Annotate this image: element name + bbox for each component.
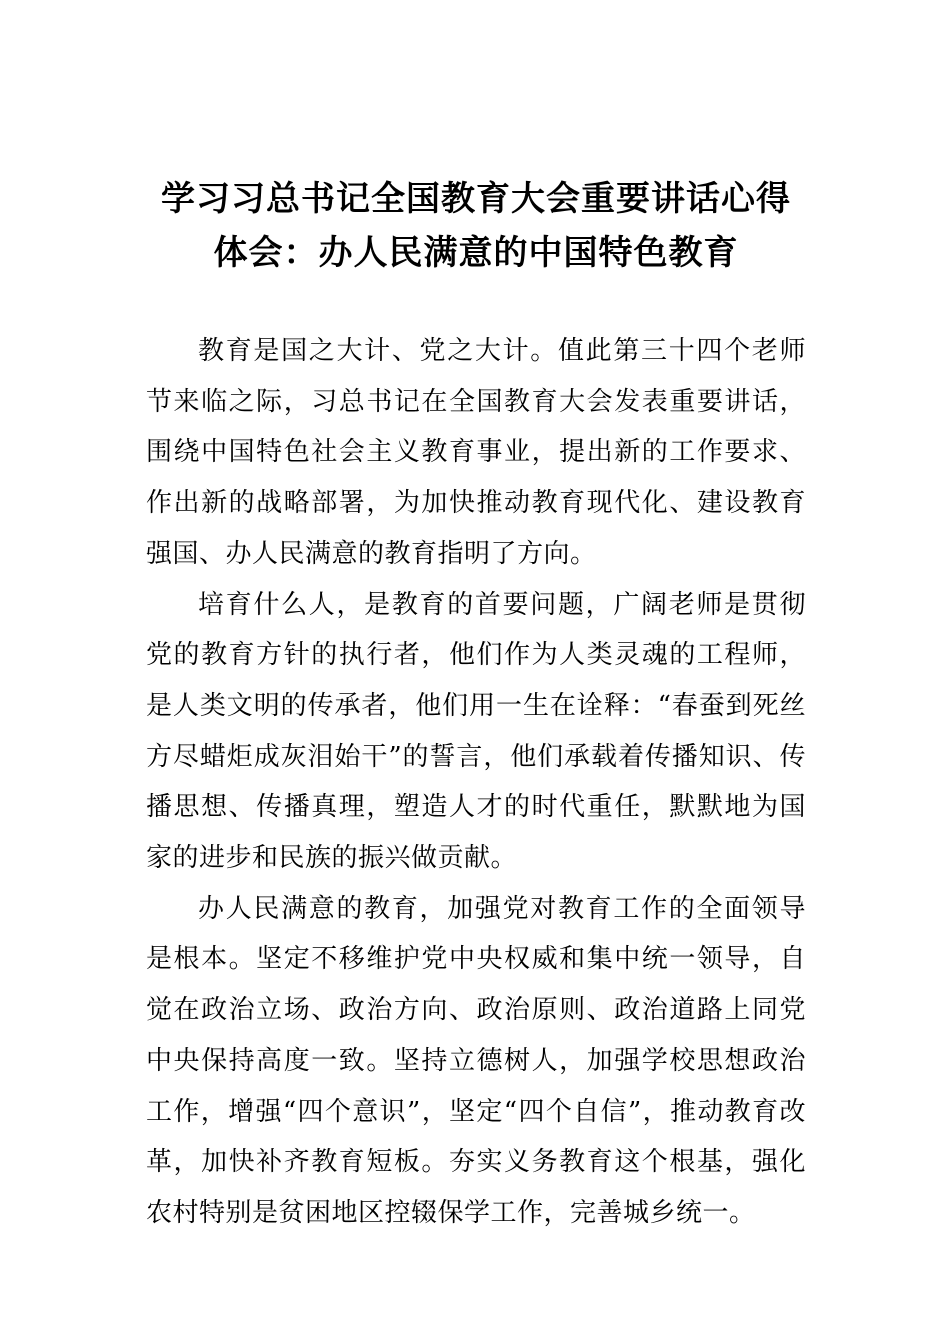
paragraph-3: 办人民满意的教育，加强党对教育工作的全面领导是根本。坚定不移维护党中央权威和集中统一领导，自觉在政治立场、政治方向、政治原则、政治道路上同党中央保持高度一致。坚持立德树人，加强学校思想政治工作，增强“四个意识”，坚定“四个自信”，推动教育改革，加快补齐教育短板。夯实义务教育这个根基，强化农村特别是贫困地区控辍保学工作，完善城乡统一。 xyxy=(146,893,806,1228)
title-line-1: 学习习总书记全国教育大会重要讲话心得 xyxy=(161,179,791,219)
title-line-2: 体会：办人民满意的中国特色教育 xyxy=(213,233,739,273)
document-title xyxy=(146,172,806,280)
paragraph-2: 培育什么人，是教育的首要问题，广阔老师是贯彻党的教育方针的执行者，他们作为人类灵魂的工程师，是人类文明的传承者，他们用一生在诠释：“春蚕到死丝方尽蜡炬成灰泪始干”的誓言，他们承载着传播知识、传播思想、传播真理，塑造人才的时代重任，默默地为国家的进步和民族的振兴做贡献。 xyxy=(146,589,806,874)
paragraph-1: 教育是国之大计、党之大计。值此第三十四个老师节来临之际，习总书记在全国教育大会发表重要讲话，围绕中国特色社会主义教育事业，提出新的工作要求、作出新的战略部署，为加快推动教育现代化、建设教育强国、办人民满意的教育指明了方向。 xyxy=(146,336,806,569)
document-body xyxy=(146,326,806,1239)
